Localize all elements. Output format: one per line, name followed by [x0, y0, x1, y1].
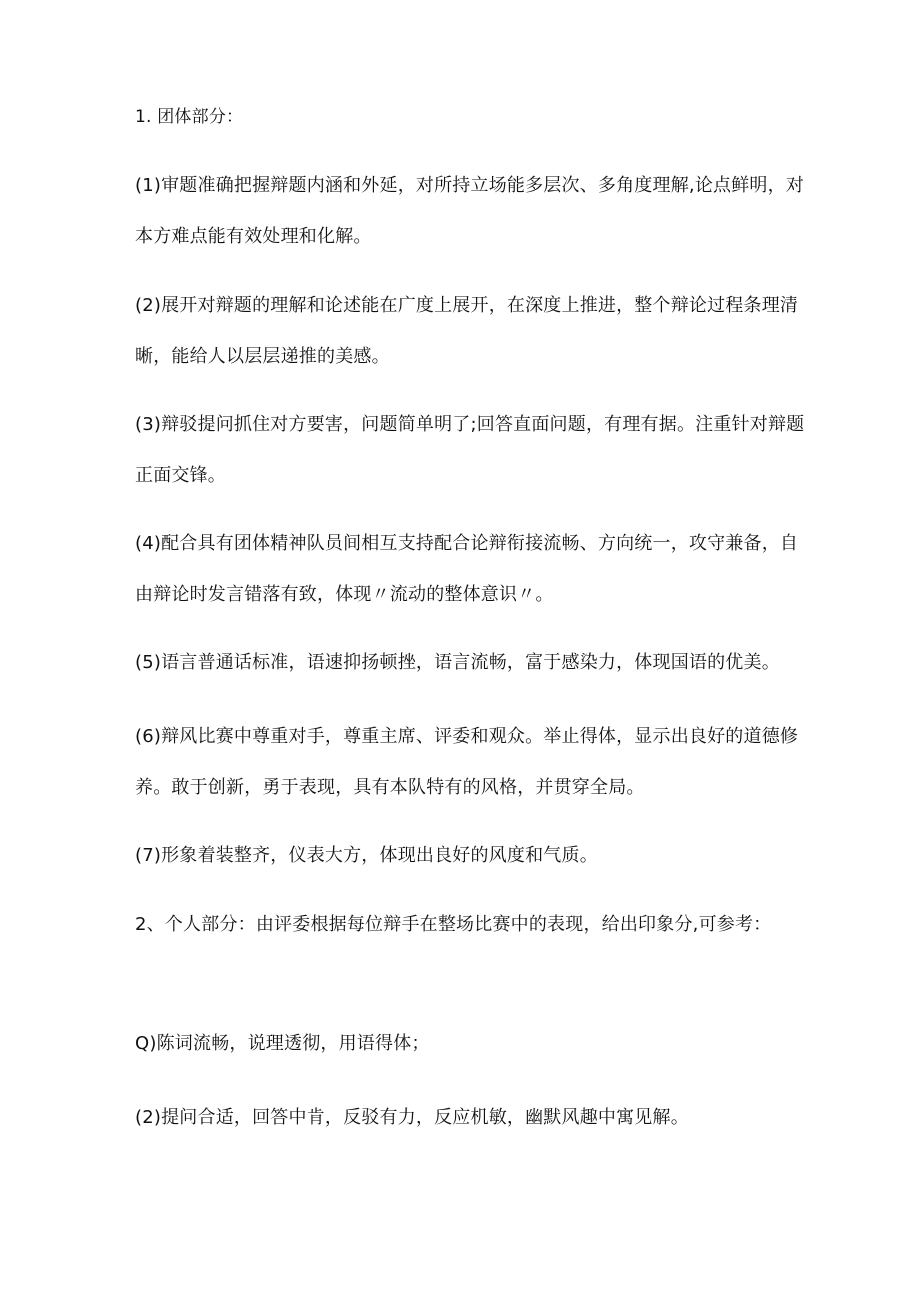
- section-heading-personal: 2、个人部分：由评委根据每位辩手在整场比赛中的表现，给出印象分,可参考：: [135, 914, 772, 935]
- personal-criterion-paragraph: (2)提问合适，回答中肯，反驳有力，反应机敏，幽默风趣中寓见解。: [135, 1107, 689, 1128]
- criterion-paragraph: (2)展开对辩题的理解和论述能在广度上展开，在深度上推进，整个辩论过程条理清晰，能给人以层层递推的美感。: [135, 295, 799, 367]
- personal-criterion-paragraph: Q)陈词流畅，说理透彻，用语得体；: [135, 1033, 430, 1054]
- criterion-paragraph: (3)辩驳提问抓住对方要害，问题简单明了;回答直面问题，有理有据。注重针对辩题正面交锋。: [135, 414, 805, 486]
- section-heading-team: 1. 团体部分：: [135, 107, 244, 127]
- criterion-paragraph: (4)配合具有团体精神队员间相互支持配合论辩衔接流畅、方向统一，攻守兼备，自由辩论时发言错落有致，体现〃流动的整体意识〃。: [135, 533, 799, 605]
- criterion-paragraph: (5)语言普通话标准，语速抑扬顿挫，语言流畅，富于感染力，体现国语的优美。: [135, 652, 780, 673]
- criterion-paragraph: (1)审题准确把握辩题内涵和外延，对所持立场能多层次、多角度理解,论点鲜明，对本方难点能有效处理和化解。: [135, 175, 805, 247]
- criterion-paragraph: (7)形象着装整齐，仪表大方，体现出良好的风度和气质。: [135, 845, 598, 866]
- criterion-paragraph: (6)辩风比赛中尊重对手，尊重主席、评委和观众。举止得体，显示出良好的道德修养。敢于创新，勇于表现，具有本队特有的风格，并贯穿全局。: [135, 726, 799, 798]
